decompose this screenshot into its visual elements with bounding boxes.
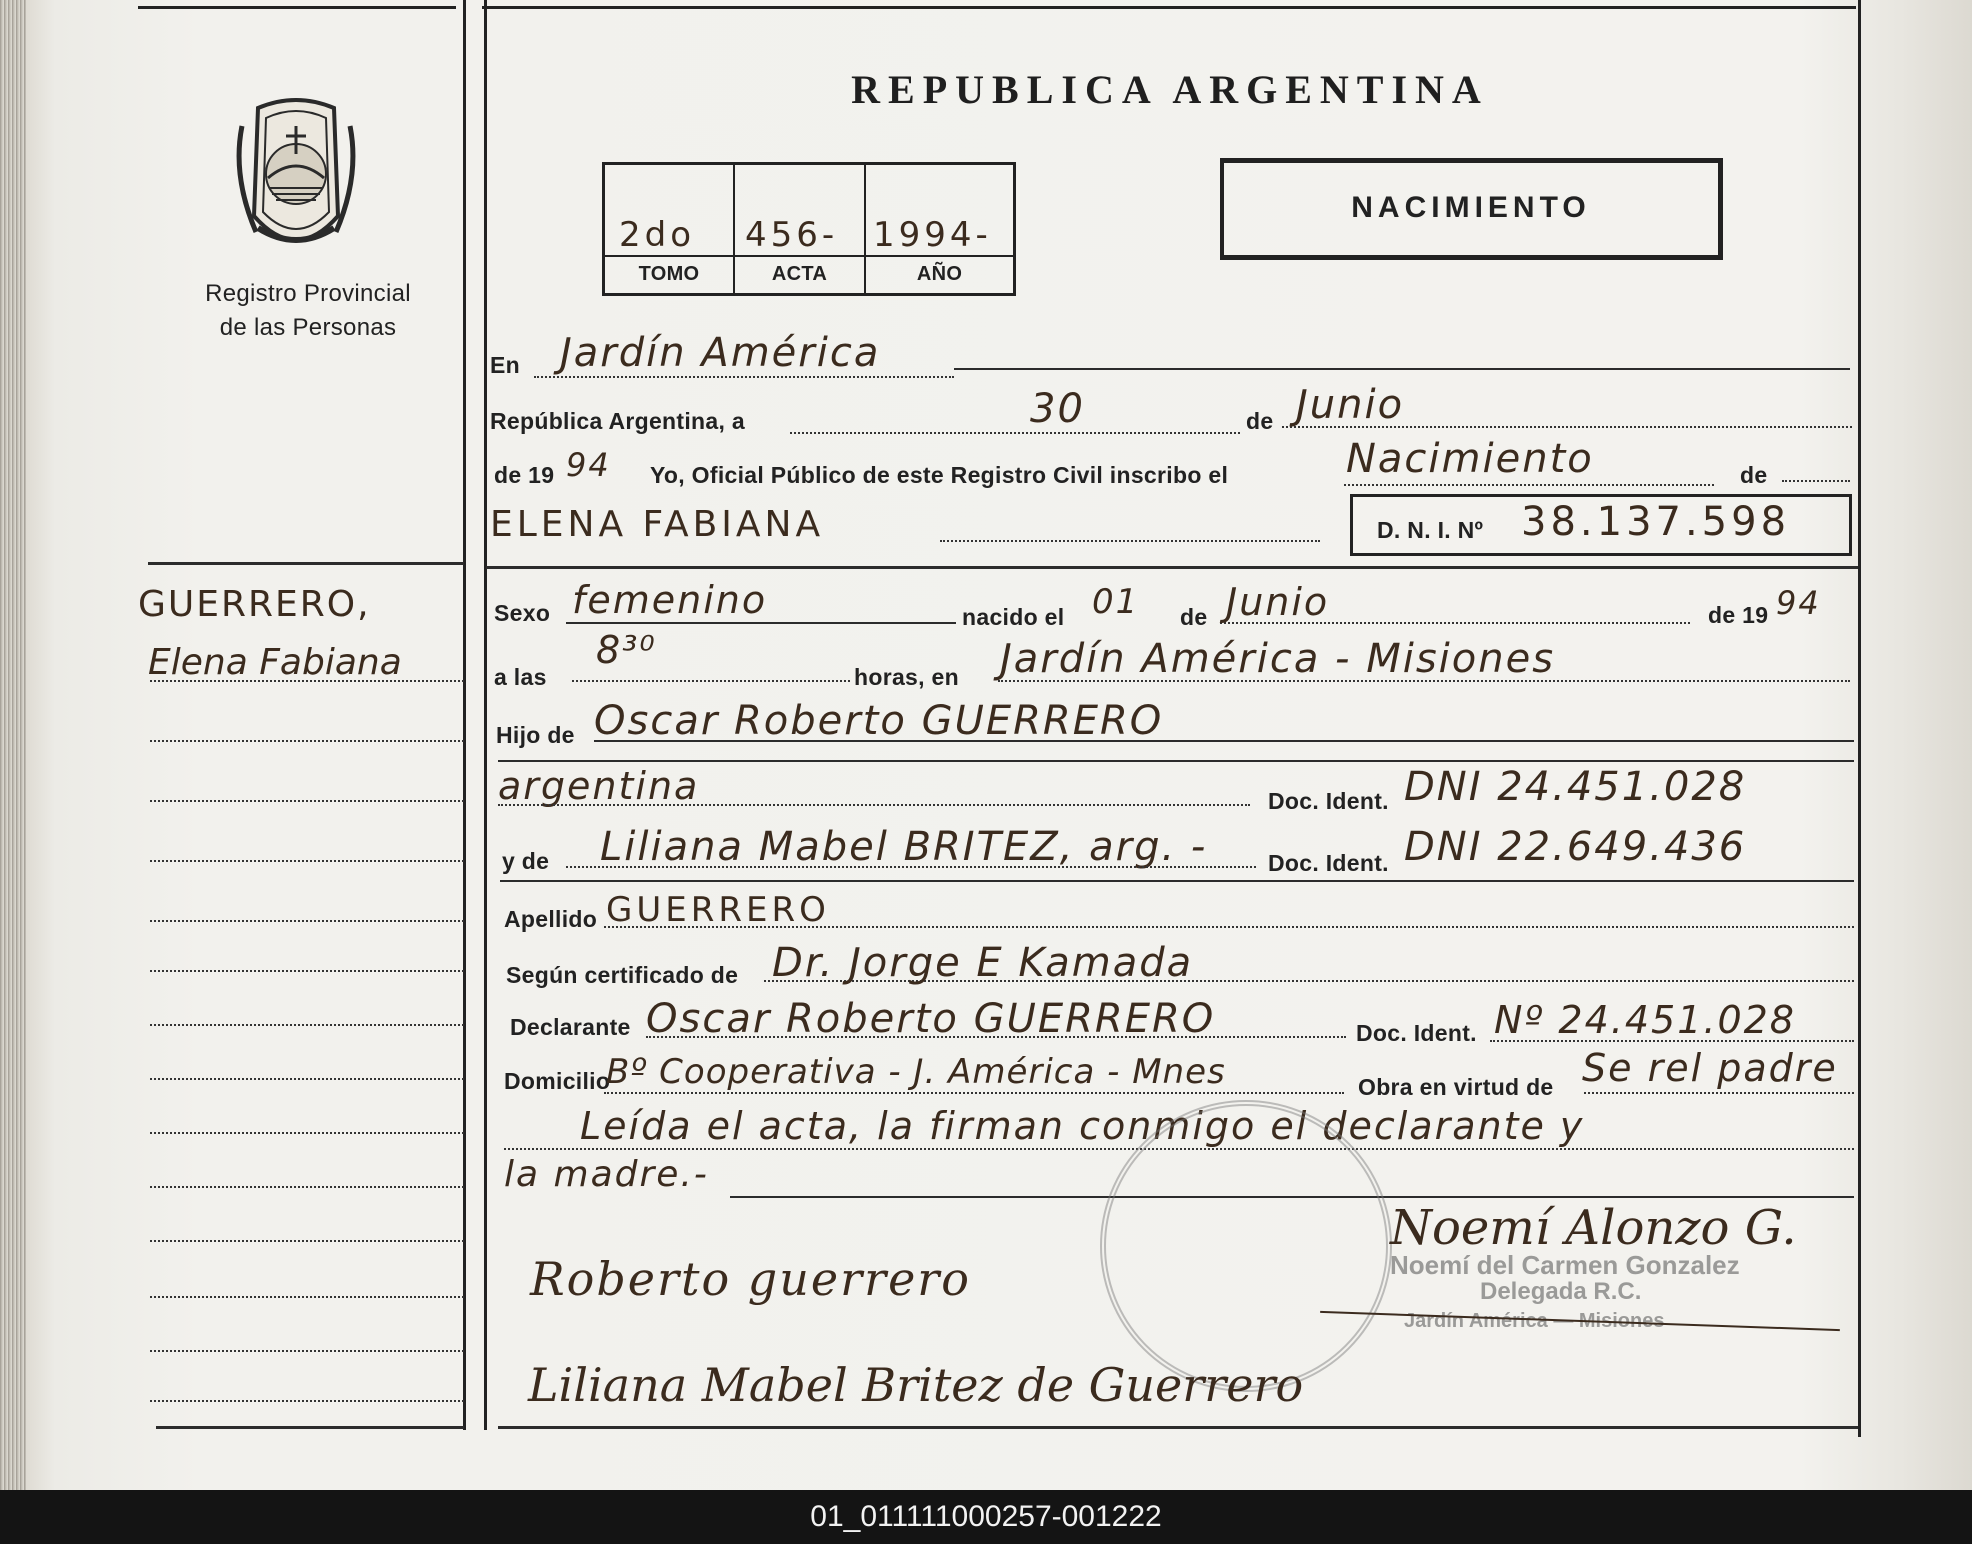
dotted-line	[572, 680, 850, 682]
yde-label: y de	[502, 848, 550, 874]
dotted-line	[1490, 1040, 1854, 1042]
obra-value: Se rel padre	[1582, 1046, 1838, 1090]
dotted-line	[1584, 1092, 1854, 1094]
dotted-line	[940, 540, 1320, 542]
margin-line	[150, 1350, 464, 1352]
registry-name-line2: de las Personas	[219, 314, 397, 341]
margin-line	[150, 740, 464, 742]
box-divider	[605, 255, 1013, 257]
month-value: Junio	[1296, 382, 1405, 428]
father-signature: Roberto guerrero	[530, 1252, 971, 1306]
de19-label-2: de 19	[1708, 602, 1769, 628]
record-number-box	[602, 162, 1016, 296]
anio-label: AÑO	[916, 263, 963, 285]
horas-label: horas, en	[854, 664, 959, 690]
place-value: Jardín América	[560, 330, 881, 376]
de-label: de	[1246, 408, 1274, 434]
margin-line	[150, 1024, 464, 1026]
form-separator	[486, 566, 1858, 569]
margin-line	[150, 860, 464, 862]
dotted-line	[604, 1092, 1344, 1094]
margin-line	[150, 680, 464, 682]
top-rule-right	[482, 6, 1856, 9]
dotted-line	[1344, 484, 1714, 486]
margin-given-names: Elena Fabiana	[148, 642, 402, 683]
father-nationality-value: argentina	[498, 764, 700, 808]
apellido-label: Apellido	[504, 906, 598, 932]
form-right-rule	[1858, 0, 1861, 1437]
margin-line	[150, 1132, 464, 1134]
acta-label: ACTA	[771, 263, 828, 285]
dni-label: D. N. I. Nº	[1377, 517, 1484, 543]
domicilio-value: Bº Cooperativa - J. América - Mnes	[606, 1052, 1226, 1092]
margin-line	[150, 1400, 464, 1402]
notes-line-1: Leída el acta, la firman conmigo el declarante y	[580, 1104, 1585, 1148]
birth-place-value: Jardín América - Misiones	[1000, 636, 1556, 682]
margin-line	[150, 920, 464, 922]
birth-day-value: 01	[1092, 582, 1140, 622]
margin-line	[150, 800, 464, 802]
event-value: Nacimiento	[1346, 436, 1594, 482]
declarante-value: Oscar Roberto GUERRERO	[646, 996, 1216, 1042]
margin-surname: GUERRERO,	[138, 584, 371, 625]
republica-label: República Argentina, a	[490, 408, 745, 434]
form-line	[498, 760, 1854, 762]
registry-name-line1: Registro Provincial	[205, 280, 411, 307]
form-left-rule	[484, 0, 487, 1430]
left-separator	[148, 562, 464, 565]
certificado-value: Dr. Jorge E Kamada	[772, 940, 1194, 986]
birth-year-suffix-value: 94	[1776, 584, 1821, 622]
margin-line	[150, 970, 464, 972]
de19-label: de 19	[494, 462, 555, 488]
stamp-line-1: Noemí del Carmen Gonzalez	[1390, 1250, 1740, 1280]
form-line	[954, 368, 1850, 370]
stamp-line-3: Jardín América — Misiones	[1404, 1310, 1665, 1332]
mother-signature: Liliana Mabel Britez de Guerrero	[528, 1358, 1304, 1412]
mother-name-value: Liliana Mabel BRITEZ, arg. -	[600, 824, 1208, 870]
dotted-line	[790, 432, 1240, 434]
misiones-seal-icon	[228, 96, 364, 254]
book-spine	[0, 0, 26, 1490]
margin-line	[150, 1296, 464, 1298]
doc-ident-label-2: Doc. Ident.	[1268, 850, 1389, 876]
de-label-2: de	[1740, 462, 1768, 488]
form-line	[566, 622, 956, 624]
year-suffix-value: 94	[566, 446, 611, 484]
hijo-label: Hijo de	[496, 722, 575, 748]
mother-doc-value: DNI 22.649.436	[1404, 824, 1747, 870]
de-label-3: de	[1180, 604, 1208, 630]
left-column-rule	[463, 0, 466, 1430]
alas-label: a las	[494, 664, 547, 690]
form-line	[500, 880, 1854, 882]
tomo-value: 2do	[619, 215, 696, 255]
dotted-line	[498, 804, 1250, 806]
margin-line	[150, 1240, 464, 1242]
en-label: En	[490, 352, 520, 378]
declarante-label: Declarante	[510, 1014, 631, 1040]
document-type-box	[1220, 158, 1723, 260]
dotted-line	[1782, 480, 1850, 482]
top-rule-left	[138, 6, 456, 9]
document-type: NACIMIENTO	[1351, 191, 1591, 224]
official-signature: Noemí Alonzo G.	[1390, 1200, 1797, 1256]
tomo-label: TOMO	[638, 263, 700, 285]
dni-box	[1350, 494, 1852, 556]
declarante-doc-label: Doc. Ident.	[1356, 1020, 1477, 1046]
dotted-line	[534, 376, 954, 378]
nacido-label: nacido el	[962, 604, 1065, 630]
sexo-value: femenino	[572, 578, 768, 622]
form-bottom-rule	[498, 1426, 1858, 1429]
dotted-line	[646, 1036, 1346, 1038]
certificado-label: Según certificado de	[506, 962, 739, 988]
child-name-value: ELENA FABIANA	[490, 504, 825, 545]
day-value: 30	[1030, 386, 1085, 432]
official-stamp	[1100, 1100, 1392, 1392]
apellido-value: GUERRERO	[606, 890, 830, 930]
notes-line-2: la madre.-	[504, 1154, 709, 1195]
image-id-caption: 01_011111000257-001222	[0, 1490, 1972, 1544]
sexo-label: Sexo	[494, 600, 551, 626]
anio-value: 1994-	[873, 215, 992, 255]
father-doc-value: DNI 24.451.028	[1404, 764, 1747, 810]
declarante-doc-value: Nº 24.451.028	[1494, 998, 1796, 1042]
country-title: REPUBLICA ARGENTINA	[851, 67, 1489, 112]
acta-value: 456-	[745, 215, 839, 255]
left-bottom-rule	[156, 1426, 464, 1429]
margin-line	[150, 1186, 464, 1188]
doc-ident-label: Doc. Ident.	[1268, 788, 1389, 814]
dotted-line	[566, 866, 1256, 868]
birth-time-value: 8³⁰	[596, 628, 657, 672]
oficial-text: Yo, Oficial Público de este Registro Civil inscribo el	[650, 462, 1229, 488]
father-name-value: Oscar Roberto GUERRERO	[594, 698, 1164, 744]
birth-month-value: Junio	[1226, 580, 1330, 624]
dni-value: 38.137.598	[1521, 499, 1791, 545]
obra-label: Obra en virtud de	[1358, 1074, 1554, 1100]
domicilio-label: Domicilio	[504, 1068, 611, 1094]
stamp-line-2: Delegada R.C.	[1480, 1278, 1642, 1305]
margin-line	[150, 1078, 464, 1080]
